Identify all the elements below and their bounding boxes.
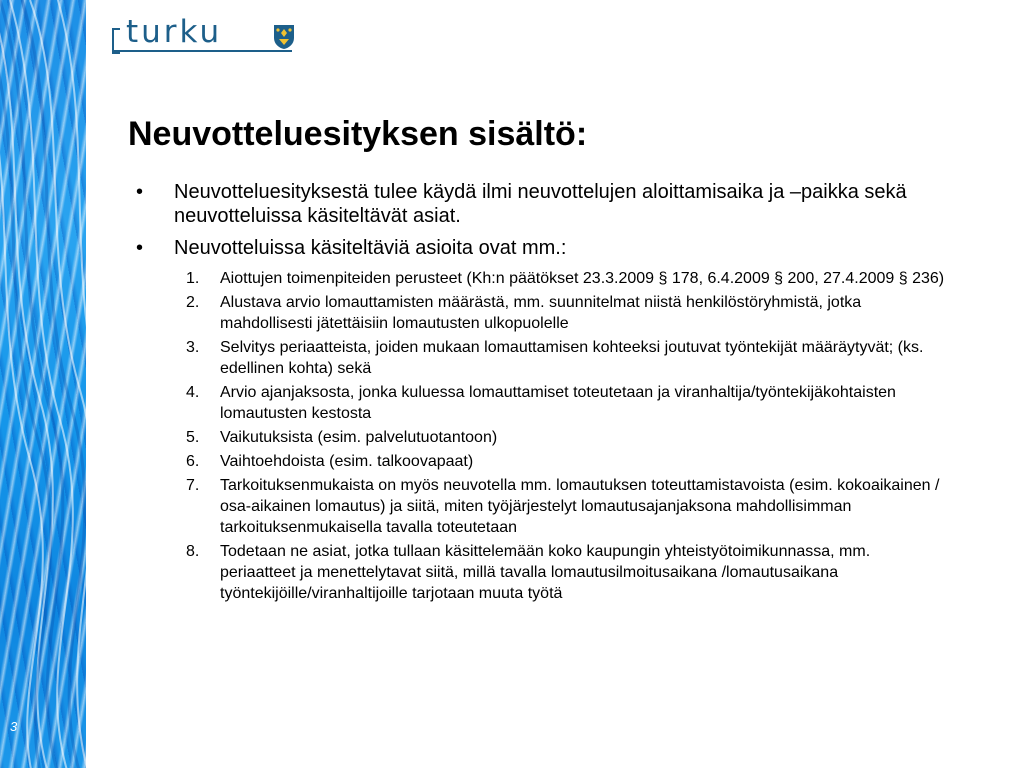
list-item — [178, 292, 950, 334]
wave-pattern-graphic — [0, 0, 86, 768]
list-item — [178, 268, 950, 289]
list-item-number: 2. — [186, 294, 200, 311]
list-item-number: 6. — [186, 453, 200, 470]
list-item — [178, 475, 950, 538]
list-item-number: 5. — [186, 429, 200, 446]
list-item-number: 7. — [186, 477, 200, 494]
logo-underline — [112, 50, 292, 52]
logo-wordmark: turku — [126, 14, 223, 50]
list-item-number: 4. — [186, 384, 200, 401]
list-item-number: 8. — [186, 543, 200, 560]
list-item — [178, 382, 950, 424]
list-item-text: Tarkoituksenmukaista on myös neuvotella mm. lomautuksen toteuttamistavoista (esim. kokoaikainen / osa-aikainen lomautus) ja siitä, miten työjärjestelyt lomautusajanjaksona mahdollisimman tarkoituksenmukaisella tavalla toteutetaan — [220, 477, 940, 536]
list-item-text: Aiottujen toimenpiteiden perusteet (Kh:n päätökset 23.3.2009 § 178, 6.4.2009 § 200, 27.4.2009 § 236) — [220, 270, 945, 287]
list-item — [178, 451, 950, 472]
bullet-marker: • — [136, 237, 144, 259]
coat-of-arms-icon — [273, 24, 295, 50]
bullet-text: Neuvotteluesityksestä tulee käydä ilmi neuvottelujen aloittamisaika ja –paikka sekä neuvotteluissa käsiteltävät asiat. — [174, 181, 907, 227]
list-item-text: Alustava arvio lomauttamisten määrästä, mm. suunnitelmat niistä henkilöstöryhmistä, jotka mahdollisesti jätettäisiin lomautusten ulkopuolelle — [220, 294, 862, 332]
slide-content — [130, 180, 950, 607]
turku-logo — [112, 14, 300, 56]
bullet-item — [130, 180, 950, 228]
list-item-number: 3. — [186, 339, 200, 356]
bullet-marker: • — [136, 181, 144, 203]
decorative-side-strip — [0, 0, 86, 768]
page-number: 3 — [10, 719, 18, 734]
list-item-text: Vaihtoehdoista (esim. talkoovapaat) — [220, 453, 474, 470]
list-item — [178, 337, 950, 379]
list-item-text: Selvitys periaatteista, joiden mukaan lomauttamisen kohteeksi joutuvat työntekijät määräytyvät; (ks. edellinen kohta) sekä — [220, 339, 924, 377]
bullet-text: Neuvotteluissa käsiteltäviä asioita ovat mm.: — [174, 237, 567, 259]
list-item-text: Vaikutuksista (esim. palvelutuotantoon) — [220, 429, 498, 446]
numbered-list — [178, 268, 950, 604]
list-item — [178, 427, 950, 448]
list-item — [178, 541, 950, 604]
list-item-number: 1. — [186, 270, 200, 287]
list-item-text: Todetaan ne asiat, jotka tullaan käsittelemään koko kaupungin yhteistyötoimikunnassa, mm. periaatteet ja menettelytavat siitä, millä tavalla lomautusilmoitusaikana /lomautusaikana työntekijöille/viranhaltijoille tarjotaan muuta työtä — [220, 543, 871, 602]
slide-title: Neuvotteluesityksen sisältö: — [128, 115, 588, 153]
list-item-text: Arvio ajanjaksosta, jonka kuluessa lomauttamiset toteutetaan ja viranhaltija/työntekijäkohtaisten lomautusten kestosta — [220, 384, 896, 422]
bullet-item — [130, 236, 950, 260]
